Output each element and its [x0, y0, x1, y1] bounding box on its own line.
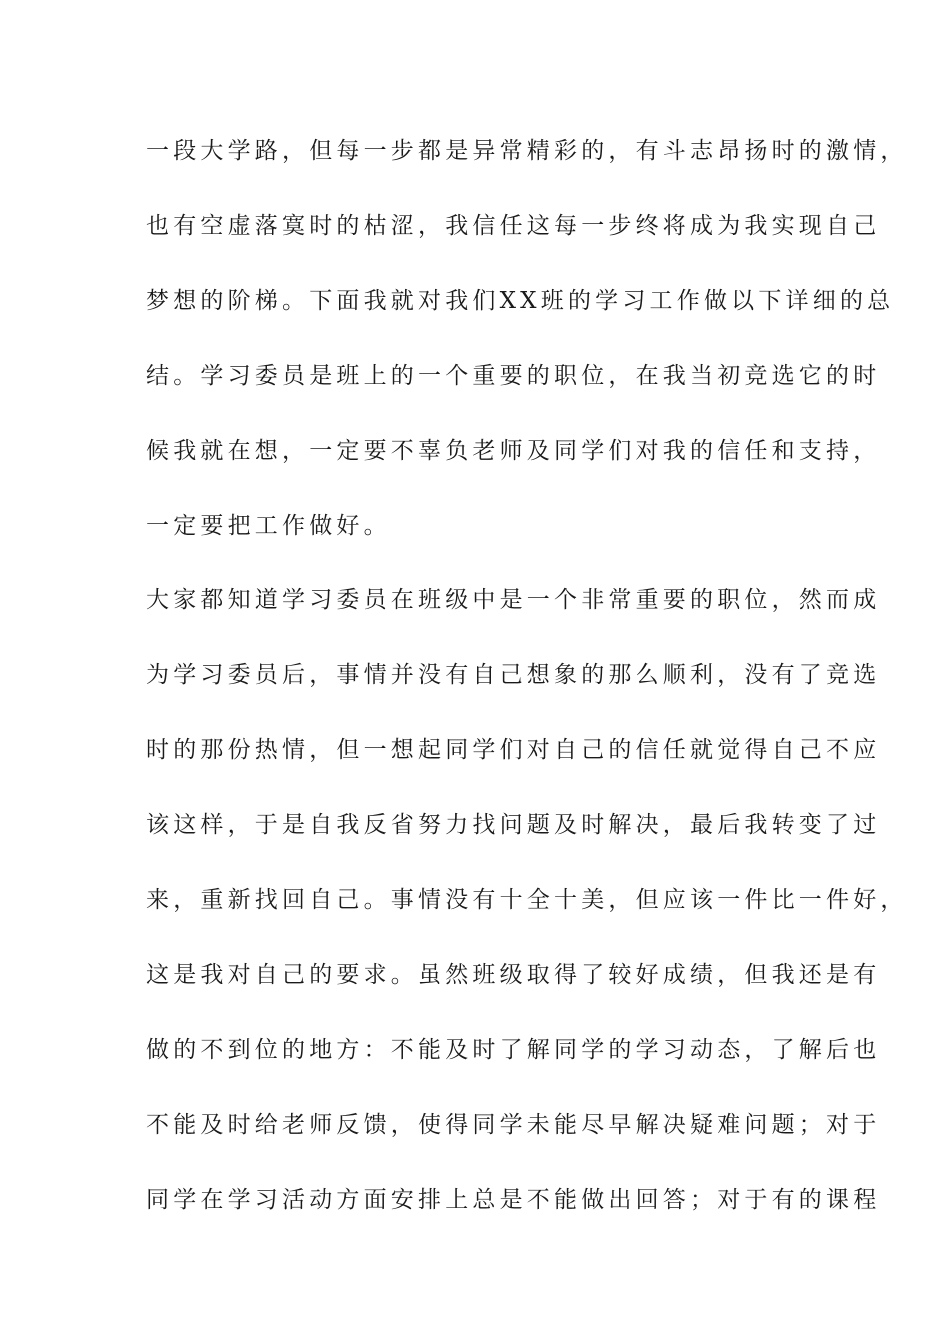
text-line: 时的那份热情，但一想起同学们对自己的信任就觉得自己不应: [146, 737, 881, 763]
text-line: 也有空虚落寞时的枯涩，我信任这每一步终将成为我实现自己: [146, 213, 881, 239]
text-line: 为学习委员后，事情并没有自己想象的那么顺利，没有了竞选: [146, 662, 881, 688]
text-line: 候我就在想，一定要不辜负老师及同学们对我的信任和支持，: [146, 438, 881, 464]
text-line: 做的不到位的地方：不能及时了解同学的学习动态，了解后也: [146, 1037, 881, 1063]
text-line: 来，重新找回自己。事情没有十全十美，但应该一件比一件好，: [146, 887, 908, 913]
text-line: 结。学习委员是班上的一个重要的职位，在我当初竞选它的时: [146, 363, 881, 389]
text-line: 该这样，于是自我反省努力找问题及时解决，最后我转变了过: [146, 812, 881, 838]
text-line: 梦想的阶梯。下面我就对我们XX班的学习工作做以下详细的总: [146, 288, 895, 314]
text-line: 同学在学习活动方面安排上总是不能做出回答；对于有的课程: [146, 1187, 881, 1213]
text-line: 这是我对自己的要求。虽然班级取得了较好成绩，但我还是有: [146, 962, 881, 988]
text-line: 大家都知道学习委员在班级中是一个非常重要的职位，然而成: [146, 587, 881, 613]
text-line: 一定要把工作做好。: [146, 513, 391, 539]
text-line: 一段大学路，但每一步都是异常精彩的，有斗志昂扬时的激情，: [146, 138, 908, 164]
text-line: 不能及时给老师反馈，使得同学未能尽早解决疑难问题；对于: [146, 1112, 881, 1138]
